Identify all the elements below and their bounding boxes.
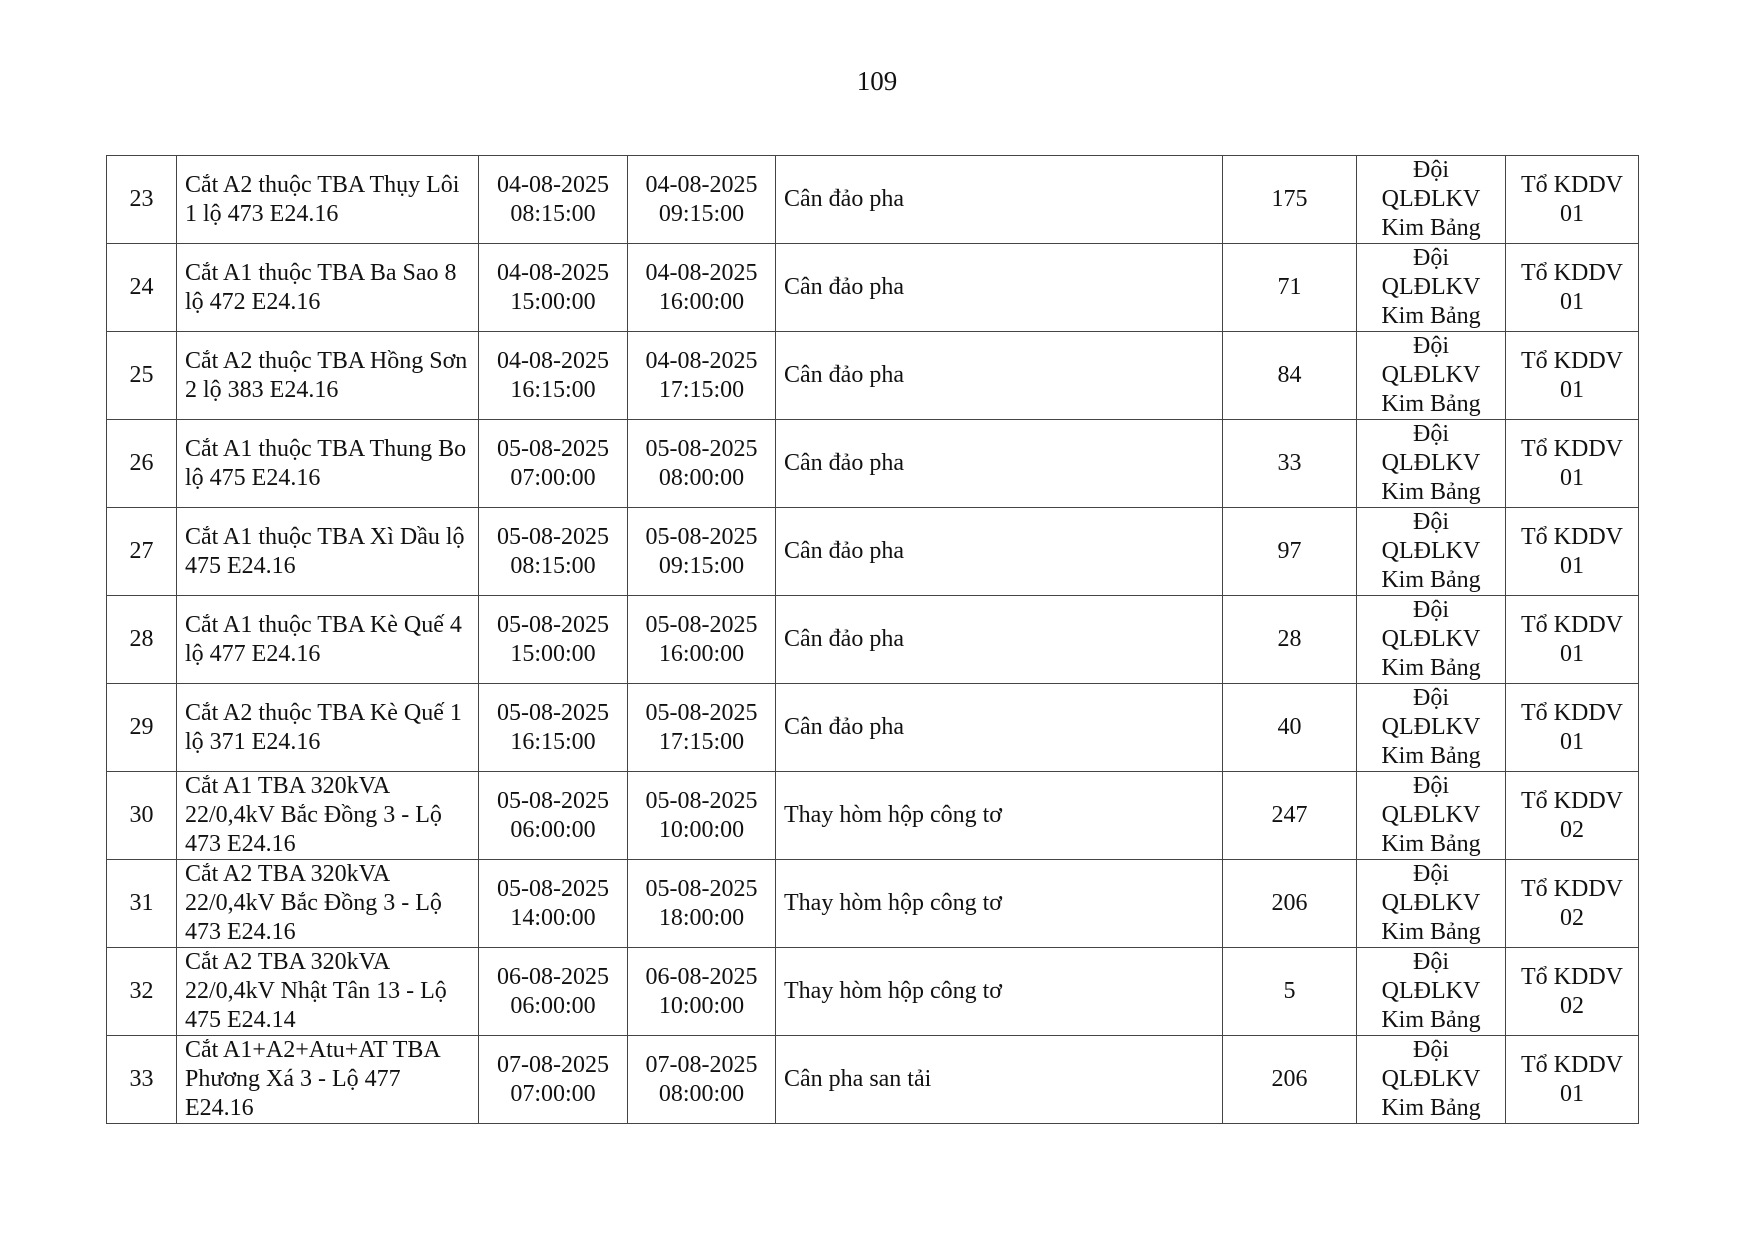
customer-count-cell — [1223, 332, 1357, 420]
team-cell — [1506, 1036, 1639, 1124]
end-time-cell-text: 10:00:00 — [658, 992, 745, 1019]
customer-count-cell-text: 28 — [1277, 626, 1302, 652]
location-cell-text: Cắt A1 thuộc TBA Kè Quế 4 lộ 477 E24.16 — [185, 611, 462, 667]
start-time-cell-text: 15:00:00 — [510, 640, 596, 667]
team-cell — [1506, 860, 1639, 948]
row-number-cell — [107, 948, 177, 1036]
end-time-cell — [628, 1036, 776, 1124]
end-time-cell — [628, 156, 776, 244]
start-time-cell — [479, 596, 628, 684]
customer-count-cell — [1223, 860, 1357, 948]
team-cell-text: 01 — [1560, 552, 1584, 579]
start-time-cell-text: 04-08-2025 — [497, 259, 609, 286]
work-content-cell-text: Cân đảo pha — [784, 450, 904, 476]
location-cell — [177, 596, 479, 684]
team-cell-text: 02 — [1560, 904, 1584, 931]
row-number-cell — [107, 508, 177, 596]
responsible-unit-cell — [1357, 860, 1506, 948]
row-number-cell — [107, 332, 177, 420]
customer-count-cell-text: 206 — [1271, 1066, 1308, 1092]
responsible-unit-cell — [1357, 596, 1506, 684]
team-cell — [1506, 244, 1639, 332]
responsible-unit-cell-text: QLĐLKV — [1381, 978, 1481, 1004]
row-number-cell — [107, 1036, 177, 1124]
responsible-unit-cell-text: Đội — [1413, 861, 1449, 887]
team-cell — [1506, 596, 1639, 684]
end-time-cell-text: 16:00:00 — [658, 640, 745, 667]
location-cell — [177, 420, 479, 508]
work-content-cell — [776, 948, 1223, 1036]
location-cell — [177, 508, 479, 596]
end-time-cell — [628, 244, 776, 332]
work-content-cell — [776, 772, 1223, 860]
start-time-cell-text: 05-08-2025 — [497, 699, 609, 726]
work-content-cell — [776, 684, 1223, 772]
end-time-cell — [628, 684, 776, 772]
row-number-cell-text: 27 — [129, 538, 154, 564]
start-time-cell-text: 06-08-2025 — [497, 963, 609, 990]
table-row — [107, 156, 1639, 244]
responsible-unit-cell-text: Đội — [1413, 421, 1449, 447]
outage-schedule-table — [106, 155, 1639, 1124]
table-row — [107, 684, 1639, 772]
end-time-cell-text: 17:15:00 — [658, 376, 745, 403]
location-cell — [177, 244, 479, 332]
location-cell — [177, 156, 479, 244]
work-content-cell-text: Cân đảo pha — [784, 274, 904, 300]
row-number-cell-text: 33 — [129, 1066, 154, 1092]
responsible-unit-cell-text: QLĐLKV — [1381, 1066, 1481, 1092]
responsible-unit-cell-text: Đội — [1413, 597, 1449, 623]
end-time-cell-text: 18:00:00 — [658, 904, 745, 931]
table-row — [107, 860, 1639, 948]
work-content-cell — [776, 1036, 1223, 1124]
end-time-cell — [628, 420, 776, 508]
responsible-unit-cell — [1357, 684, 1506, 772]
responsible-unit-cell — [1357, 156, 1506, 244]
customer-count-cell-text: 33 — [1277, 450, 1302, 476]
responsible-unit-cell-text: Đội — [1413, 245, 1449, 271]
start-time-cell-text: 05-08-2025 — [497, 611, 609, 638]
team-cell-text: Tổ KDDV — [1521, 963, 1623, 990]
team-cell-text: Tổ KDDV — [1521, 435, 1623, 462]
end-time-cell-text: 09:15:00 — [658, 552, 745, 579]
responsible-unit-cell-text: QLĐLKV — [1381, 450, 1481, 476]
table-row — [107, 772, 1639, 860]
work-content-cell-text: Cân đảo pha — [784, 626, 904, 652]
table-row — [107, 508, 1639, 596]
customer-count-cell — [1223, 948, 1357, 1036]
responsible-unit-cell — [1357, 420, 1506, 508]
location-cell — [177, 332, 479, 420]
responsible-unit-cell-text: QLĐLKV — [1381, 274, 1481, 300]
customer-count-cell — [1223, 772, 1357, 860]
customer-count-cell — [1223, 244, 1357, 332]
team-cell — [1506, 508, 1639, 596]
start-time-cell-text: 05-08-2025 — [497, 435, 609, 462]
team-cell-text: 02 — [1560, 992, 1584, 1019]
end-time-cell — [628, 860, 776, 948]
responsible-unit-cell-text: QLĐLKV — [1381, 362, 1481, 388]
table-row — [107, 948, 1639, 1036]
location-cell-text: Cắt A1 thuộc TBA Xì Dầu lộ 475 E24.16 — [185, 523, 465, 579]
row-number-cell-text: 25 — [129, 362, 154, 388]
start-time-cell-text: 06:00:00 — [510, 992, 596, 1019]
location-cell-text: Cắt A2 thuộc TBA Hồng Sơn 2 lộ 383 E24.16 — [185, 347, 468, 403]
responsible-unit-cell — [1357, 244, 1506, 332]
customer-count-cell-text: 206 — [1271, 890, 1308, 916]
location-cell — [177, 772, 479, 860]
team-cell-text: 01 — [1560, 640, 1584, 667]
team-cell-text: Tổ KDDV — [1521, 171, 1623, 198]
responsible-unit-cell-text: Đội — [1413, 157, 1449, 183]
table-row — [107, 420, 1639, 508]
row-number-cell — [107, 156, 177, 244]
start-time-cell-text: 08:15:00 — [510, 200, 596, 227]
start-time-cell-text: 05-08-2025 — [497, 523, 609, 550]
responsible-unit-cell-text: Đội — [1413, 509, 1449, 535]
end-time-cell — [628, 332, 776, 420]
start-time-cell-text: 05-08-2025 — [497, 875, 609, 902]
end-time-cell-text: 04-08-2025 — [645, 259, 758, 286]
start-time-cell-text: 05-08-2025 — [497, 787, 609, 814]
end-time-cell-text: 05-08-2025 — [645, 875, 758, 902]
team-cell-text: Tổ KDDV — [1521, 699, 1623, 726]
responsible-unit-cell-text: QLĐLKV — [1381, 538, 1481, 564]
location-cell — [177, 684, 479, 772]
end-time-cell-text: 07-08-2025 — [645, 1051, 758, 1078]
end-time-cell-text: 04-08-2025 — [645, 347, 758, 374]
customer-count-cell-text: 247 — [1271, 802, 1308, 828]
location-cell-text: Cắt A1 thuộc TBA Ba Sao 8 lộ 472 E24.16 — [185, 259, 457, 315]
responsible-unit-cell-text: Kim Bảng — [1381, 655, 1481, 681]
location-cell-text: Cắt A1 thuộc TBA Thung Bo lộ 475 E24.16 — [185, 435, 467, 491]
location-cell-text: Cắt A2 thuộc TBA Kè Quế 1 lộ 371 E24.16 — [185, 699, 462, 755]
location-cell — [177, 948, 479, 1036]
row-number-cell-text: 24 — [129, 274, 154, 300]
responsible-unit-cell-text: Kim Bảng — [1381, 567, 1481, 593]
customer-count-cell-text: 97 — [1277, 538, 1302, 564]
work-content-cell-text: Thay hòm hộp công tơ — [784, 978, 1002, 1004]
responsible-unit-cell — [1357, 508, 1506, 596]
location-cell-text: Cắt A1 TBA 320kVA 22/0,4kV Bắc Đồng 3 - Lộ 473 E24.16 — [185, 773, 442, 857]
responsible-unit-cell-text: QLĐLKV — [1381, 802, 1481, 828]
responsible-unit-cell-text: Kim Bảng — [1381, 391, 1481, 417]
team-cell-text: 01 — [1560, 376, 1584, 403]
responsible-unit-cell-text: Đội — [1413, 949, 1449, 975]
end-time-cell-text: 06-08-2025 — [645, 963, 758, 990]
responsible-unit-cell-text: QLĐLKV — [1381, 186, 1481, 212]
location-cell — [177, 1036, 479, 1124]
customer-count-cell — [1223, 596, 1357, 684]
team-cell-text: Tổ KDDV — [1521, 347, 1623, 374]
start-time-cell — [479, 156, 628, 244]
responsible-unit-cell-text: Đội — [1413, 685, 1449, 711]
end-time-cell-text: 05-08-2025 — [645, 435, 758, 462]
team-cell-text: 01 — [1560, 1080, 1584, 1107]
customer-count-cell-text: 84 — [1277, 362, 1302, 388]
start-time-cell-text: 16:15:00 — [510, 376, 596, 403]
end-time-cell-text: 10:00:00 — [658, 816, 745, 843]
responsible-unit-cell-text: Kim Bảng — [1381, 743, 1481, 769]
team-cell — [1506, 332, 1639, 420]
start-time-cell-text: 16:15:00 — [510, 728, 596, 755]
row-number-cell-text: 30 — [129, 802, 154, 828]
row-number-cell — [107, 596, 177, 684]
responsible-unit-cell — [1357, 1036, 1506, 1124]
responsible-unit-cell-text: Kim Bảng — [1381, 919, 1481, 945]
team-cell-text: 01 — [1560, 464, 1584, 491]
row-number-cell-text: 23 — [129, 186, 154, 212]
start-time-cell — [479, 420, 628, 508]
customer-count-cell — [1223, 508, 1357, 596]
team-cell-text: Tổ KDDV — [1521, 259, 1623, 286]
row-number-cell-text: 29 — [129, 714, 154, 740]
work-content-cell — [776, 420, 1223, 508]
start-time-cell-text: 07:00:00 — [510, 464, 596, 491]
row-number-cell-text: 32 — [129, 978, 154, 1004]
team-cell — [1506, 772, 1639, 860]
start-time-cell — [479, 332, 628, 420]
end-time-cell — [628, 948, 776, 1036]
responsible-unit-cell — [1357, 772, 1506, 860]
end-time-cell-text: 05-08-2025 — [645, 787, 758, 814]
team-cell-text: 02 — [1560, 816, 1584, 843]
responsible-unit-cell-text: Kim Bảng — [1381, 831, 1481, 857]
start-time-cell — [479, 684, 628, 772]
end-time-cell-text: 17:15:00 — [658, 728, 745, 755]
team-cell-text: Tổ KDDV — [1521, 523, 1623, 550]
start-time-cell-text: 14:00:00 — [510, 904, 596, 931]
start-time-cell-text: 07:00:00 — [510, 1080, 596, 1107]
customer-count-cell — [1223, 684, 1357, 772]
responsible-unit-cell-text: Kim Bảng — [1381, 1007, 1481, 1033]
end-time-cell-text: 04-08-2025 — [645, 171, 758, 198]
row-number-cell — [107, 420, 177, 508]
row-number-cell — [107, 772, 177, 860]
work-content-cell — [776, 244, 1223, 332]
work-content-cell-text: Cân đảo pha — [784, 538, 904, 564]
responsible-unit-cell — [1357, 948, 1506, 1036]
work-content-cell — [776, 596, 1223, 684]
responsible-unit-cell-text: Kim Bảng — [1381, 215, 1481, 241]
location-cell-text: Cắt A2 TBA 320kVA 22/0,4kV Bắc Đồng 3 - Lộ 473 E24.16 — [185, 861, 442, 945]
end-time-cell-text: 08:00:00 — [658, 1080, 745, 1107]
responsible-unit-cell-text: Đội — [1413, 773, 1449, 799]
row-number-cell-text: 28 — [129, 626, 154, 652]
start-time-cell — [479, 772, 628, 860]
row-number-cell-text: 31 — [129, 890, 154, 916]
responsible-unit-cell-text: Đội — [1413, 1037, 1449, 1063]
end-time-cell-text: 05-08-2025 — [645, 523, 758, 550]
team-cell-text: Tổ KDDV — [1521, 1051, 1623, 1078]
table-row — [107, 596, 1639, 684]
start-time-cell-text: 08:15:00 — [510, 552, 596, 579]
start-time-cell-text: 04-08-2025 — [497, 171, 609, 198]
end-time-cell — [628, 596, 776, 684]
team-cell — [1506, 156, 1639, 244]
work-content-cell-text: Cân đảo pha — [784, 362, 904, 388]
end-time-cell — [628, 508, 776, 596]
work-content-cell-text: Cân đảo pha — [784, 186, 904, 212]
start-time-cell — [479, 1036, 628, 1124]
customer-count-cell-text: 175 — [1271, 186, 1308, 212]
work-content-cell — [776, 508, 1223, 596]
customer-count-cell-text: 5 — [1283, 978, 1296, 1004]
table-row — [107, 244, 1639, 332]
responsible-unit-cell-text: Kim Bảng — [1381, 303, 1481, 329]
work-content-cell-text: Cân pha san tải — [784, 1066, 932, 1092]
team-cell — [1506, 420, 1639, 508]
start-time-cell — [479, 244, 628, 332]
team-cell-text: 01 — [1560, 200, 1584, 227]
end-time-cell — [628, 772, 776, 860]
page-number: 109 — [856, 66, 898, 96]
start-time-cell-text: 07-08-2025 — [497, 1051, 609, 1078]
location-cell-text: Cắt A2 TBA 320kVA 22/0,4kV Nhật Tân 13 - Lộ 475 E24.14 — [185, 949, 447, 1033]
team-cell-text: 01 — [1560, 288, 1584, 315]
end-time-cell-text: 16:00:00 — [658, 288, 745, 315]
work-content-cell-text: Thay hòm hộp công tơ — [784, 802, 1002, 828]
responsible-unit-cell-text: QLĐLKV — [1381, 626, 1481, 652]
table-row — [107, 1036, 1639, 1124]
team-cell-text: Tổ KDDV — [1521, 611, 1623, 638]
work-content-cell-text: Cân đảo pha — [784, 714, 904, 740]
start-time-cell-text: 15:00:00 — [510, 288, 596, 315]
location-cell-text: Cắt A2 thuộc TBA Thụy Lôi 1 lộ 473 E24.16 — [185, 171, 460, 227]
end-time-cell-text: 08:00:00 — [658, 464, 745, 491]
customer-count-cell-text: 40 — [1277, 714, 1302, 740]
team-cell-text: 01 — [1560, 728, 1584, 755]
start-time-cell — [479, 948, 628, 1036]
work-content-cell — [776, 860, 1223, 948]
start-time-cell — [479, 508, 628, 596]
row-number-cell — [107, 244, 177, 332]
end-time-cell-text: 09:15:00 — [658, 200, 745, 227]
row-number-cell — [107, 860, 177, 948]
work-content-cell-text: Thay hòm hộp công tơ — [784, 890, 1002, 916]
customer-count-cell — [1223, 1036, 1357, 1124]
responsible-unit-cell-text: QLĐLKV — [1381, 714, 1481, 740]
end-time-cell-text: 05-08-2025 — [645, 699, 758, 726]
table-row — [107, 332, 1639, 420]
customer-count-cell — [1223, 420, 1357, 508]
customer-count-cell-text: 71 — [1277, 274, 1302, 300]
team-cell-text: Tổ KDDV — [1521, 875, 1623, 902]
responsible-unit-cell-text: QLĐLKV — [1381, 890, 1481, 916]
row-number-cell — [107, 684, 177, 772]
team-cell — [1506, 948, 1639, 1036]
location-cell — [177, 860, 479, 948]
team-cell — [1506, 684, 1639, 772]
responsible-unit-cell — [1357, 332, 1506, 420]
customer-count-cell — [1223, 156, 1357, 244]
start-time-cell-text: 04-08-2025 — [497, 347, 609, 374]
responsible-unit-cell-text: Kim Bảng — [1381, 479, 1481, 505]
start-time-cell — [479, 860, 628, 948]
work-content-cell — [776, 332, 1223, 420]
team-cell-text: Tổ KDDV — [1521, 787, 1623, 814]
location-cell-text: Cắt A1+A2+Atu+AT TBA Phương Xá 3 - Lộ 477 E24.16 — [185, 1037, 440, 1121]
row-number-cell-text: 26 — [129, 450, 154, 476]
responsible-unit-cell-text: Đội — [1413, 333, 1449, 359]
responsible-unit-cell-text: Kim Bảng — [1381, 1095, 1481, 1121]
end-time-cell-text: 05-08-2025 — [645, 611, 758, 638]
start-time-cell-text: 06:00:00 — [510, 816, 596, 843]
work-content-cell — [776, 156, 1223, 244]
